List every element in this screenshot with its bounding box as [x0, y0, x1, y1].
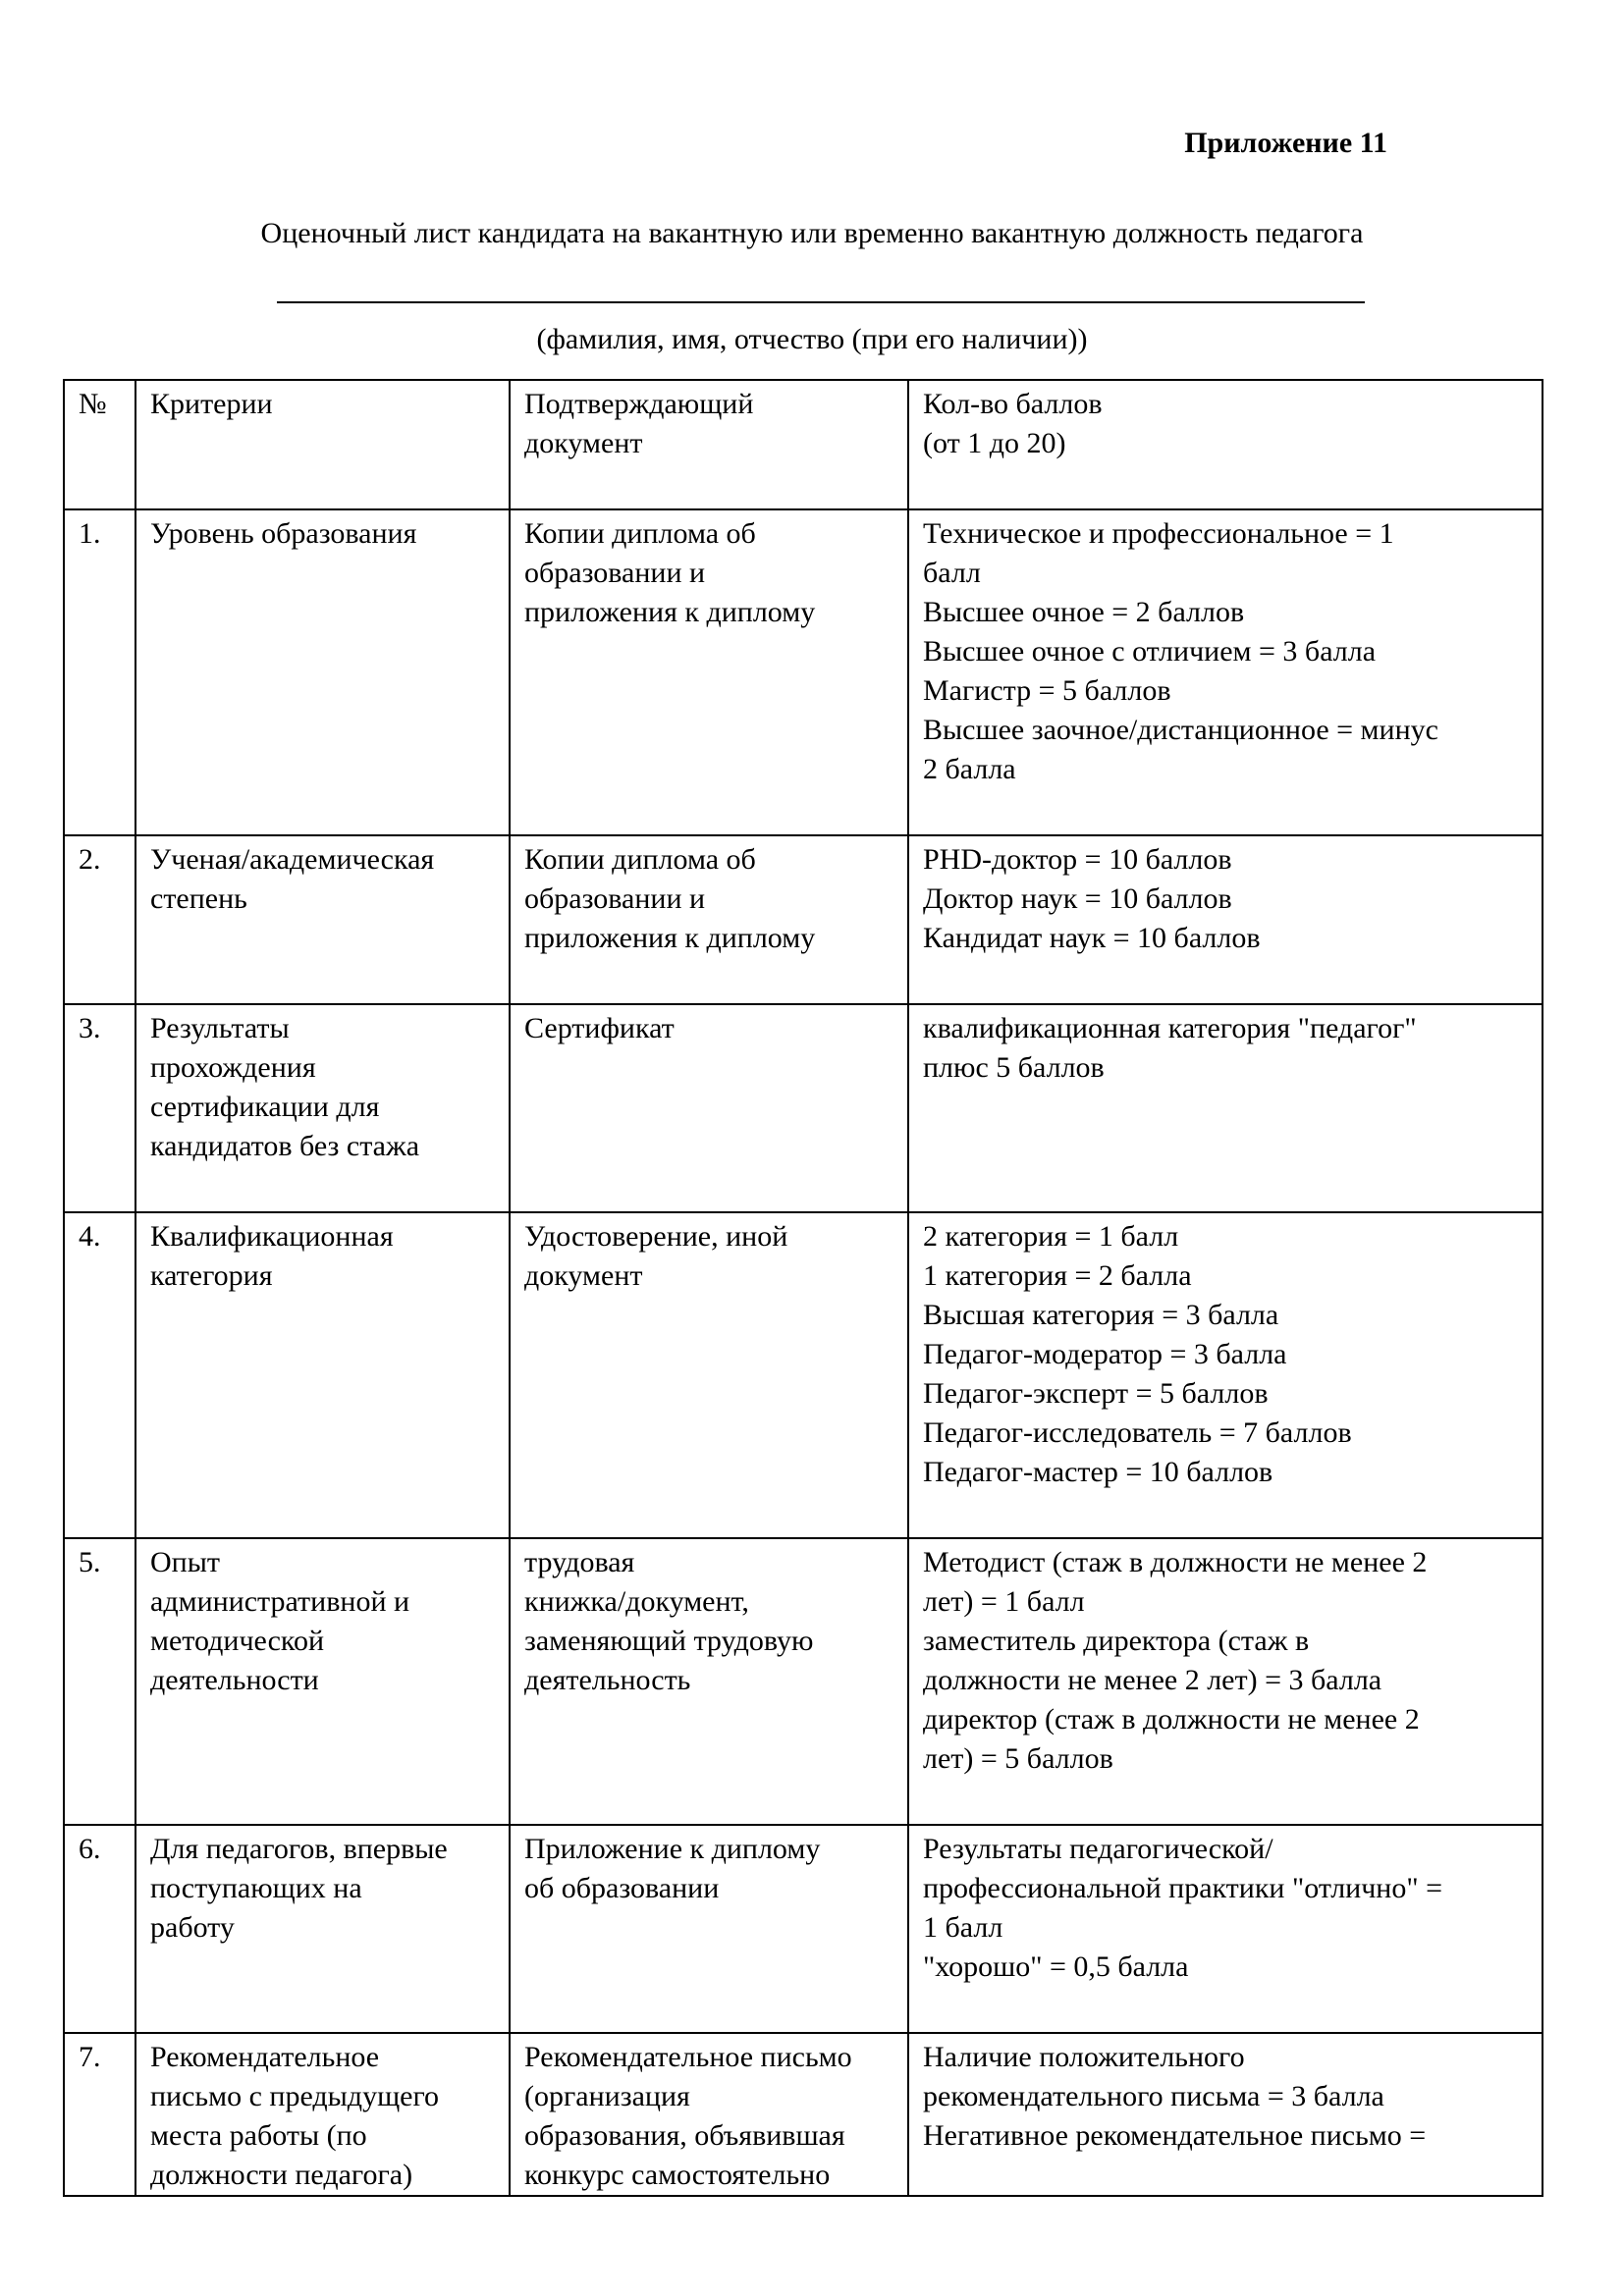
cell-line: документ: [524, 1259, 643, 1292]
table-header-row: [64, 380, 1543, 509]
cell-line: Сертификат: [524, 1012, 675, 1044]
cell-line: административной и: [150, 1585, 410, 1618]
cell-line: 2 категория = 1 балл: [923, 1220, 1179, 1253]
cell-line: образовании и: [524, 557, 706, 589]
document-cell: [510, 1825, 908, 2033]
cell-line: 2.: [79, 843, 101, 876]
cell-line: Педагог-мастер = 10 баллов: [923, 1456, 1273, 1488]
evaluation-table: [63, 379, 1543, 2197]
header-document: [510, 380, 908, 509]
criteria-cell: [135, 835, 510, 1004]
points-cell: [908, 835, 1543, 1004]
cell-line: приложения к диплому: [524, 922, 816, 954]
cell-line: Удостоверение, иной: [524, 1220, 788, 1253]
criteria-cell: [135, 2033, 510, 2196]
row-number: [64, 2033, 135, 2196]
cell-line: Квалификационная: [150, 1220, 394, 1253]
table-row: [64, 509, 1543, 835]
criteria-cell: [135, 1004, 510, 1212]
cell-line: Высшее заочное/дистанционное = минус: [923, 714, 1438, 746]
document-title: Оценочный лист кандидата на вакантную или временно вакантную должность педагога: [260, 217, 1364, 249]
points-cell: [908, 509, 1543, 835]
cell-line: Педагог-исследователь = 7 баллов: [923, 1416, 1352, 1449]
cell-line: Кандидат наук = 10 баллов: [923, 922, 1261, 954]
row-number: [64, 1004, 135, 1212]
cell-line: Приложение к диплому: [524, 1833, 821, 1865]
cell-line: лет) = 1 балл: [923, 1585, 1085, 1618]
cell-line: Рекомендательное письмо: [524, 2041, 852, 2073]
cell-line: квалификационная категория "педагог": [923, 1012, 1417, 1044]
header-criteria: [135, 380, 510, 509]
points-cell: [908, 1212, 1543, 1538]
row-number: [64, 1538, 135, 1825]
cell-line: Ученая/академическая: [150, 843, 435, 876]
cell-line: Уровень образования: [150, 517, 417, 550]
document-cell: [510, 509, 908, 835]
points-cell: [908, 2033, 1543, 2196]
cell-line: 2 балла: [923, 753, 1016, 785]
cell-line: лет) = 5 баллов: [923, 1742, 1113, 1775]
row-number: [64, 1825, 135, 2033]
table-row: [64, 1004, 1543, 1212]
cell-line: письмо с предыдущего: [150, 2080, 440, 2112]
table-row: [64, 1538, 1543, 1825]
criteria-cell: [135, 1825, 510, 2033]
cell-line: PHD-доктор = 10 баллов: [923, 843, 1232, 876]
cell-line: Техническое и профессиональное = 1: [923, 517, 1394, 550]
header-points: [908, 380, 1543, 509]
cell-line: 7.: [79, 2041, 101, 2073]
points-cell: [908, 1538, 1543, 1825]
points-cell: [908, 1825, 1543, 2033]
cell-line: заместитель директора (стаж в: [923, 1625, 1310, 1657]
cell-line: 1.: [79, 517, 101, 550]
points-cell: [908, 1004, 1543, 1212]
cell-line: профессиональной практики "отлично" =: [923, 1872, 1443, 1904]
cell-line: Для педагогов, впервые: [150, 1833, 448, 1865]
cell-line: сертификации для: [150, 1091, 380, 1123]
document-cell: [510, 1004, 908, 1212]
cell-line: Доктор наук = 10 баллов: [923, 882, 1232, 915]
cell-line: работу: [150, 1911, 235, 1944]
cell-line: кандидатов без стажа: [150, 1130, 420, 1162]
cell-line: Копии диплома об: [524, 843, 756, 876]
cell-line: Высшее очное = 2 баллов: [923, 596, 1245, 628]
criteria-cell: [135, 1212, 510, 1538]
document-cell: [510, 835, 908, 1004]
cell-line: "хорошо" = 0,5 балла: [923, 1950, 1189, 1983]
cell-line: Результаты педагогической/: [923, 1833, 1273, 1865]
cell-line: методической: [150, 1625, 325, 1657]
cell-line: (организация: [524, 2080, 690, 2112]
document-cell: [510, 2033, 908, 2196]
cell-line: об образовании: [524, 1872, 720, 1904]
cell-line: Педагог-модератор = 3 балла: [923, 1338, 1287, 1370]
cell-line: должности не менее 2 лет) = 3 балла: [923, 1664, 1382, 1696]
name-caption: (фамилия, имя, отчество (при его наличии)): [536, 323, 1088, 355]
cell-line: Методист (стаж в должности не менее 2: [923, 1546, 1428, 1578]
cell-line: трудовая: [524, 1546, 635, 1578]
row-number: [64, 509, 135, 835]
cell-line: книжка/документ,: [524, 1585, 749, 1618]
header-line: Кол-во баллов: [923, 388, 1103, 420]
cell-line: Наличие положительного: [923, 2041, 1245, 2073]
criteria-cell: [135, 1538, 510, 1825]
cell-line: места работы (по: [150, 2119, 367, 2152]
table-row: [64, 835, 1543, 1004]
header-number: [64, 380, 135, 509]
document-cell: [510, 1538, 908, 1825]
cell-line: Копии диплома об: [524, 517, 756, 550]
cell-line: 3.: [79, 1012, 101, 1044]
cell-line: конкурс самостоятельно: [524, 2159, 831, 2191]
cell-line: приложения к диплому: [524, 596, 816, 628]
cell-line: деятельность: [524, 1664, 691, 1696]
cell-line: 1 балл: [923, 1911, 1003, 1944]
header-line: документ: [524, 427, 643, 459]
cell-line: Негативное рекомендательное письмо =: [923, 2119, 1427, 2152]
cell-line: 4.: [79, 1220, 101, 1253]
cell-line: Магистр = 5 баллов: [923, 674, 1171, 707]
cell-line: 1 категория = 2 балла: [923, 1259, 1192, 1292]
cell-line: балл: [923, 557, 981, 589]
cell-line: прохождения: [150, 1051, 316, 1084]
cell-line: заменяющий трудовую: [524, 1625, 814, 1657]
appendix-label: Приложение 11: [1184, 127, 1387, 159]
row-number: [64, 1212, 135, 1538]
header-line: (от 1 до 20): [923, 427, 1066, 459]
cell-line: должности педагога): [150, 2159, 413, 2191]
cell-line: образовании и: [524, 882, 706, 915]
cell-line: Высшая категория = 3 балла: [923, 1299, 1279, 1331]
cell-line: Высшее очное с отличием = 3 балла: [923, 635, 1377, 667]
table-row: [64, 2033, 1543, 2196]
cell-line: Рекомендательное: [150, 2041, 380, 2073]
cell-line: Результаты: [150, 1012, 290, 1044]
cell-line: категория: [150, 1259, 273, 1292]
cell-line: директор (стаж в должности не менее 2: [923, 1703, 1420, 1735]
criteria-cell: [135, 509, 510, 835]
header-line: Критерии: [150, 388, 273, 420]
cell-line: степень: [150, 882, 247, 915]
header-line: Подтверждающий: [524, 388, 754, 420]
header-line: №: [79, 388, 107, 420]
cell-line: деятельности: [150, 1664, 319, 1696]
cell-line: Опыт: [150, 1546, 220, 1578]
table-row: [64, 1212, 1543, 1538]
row-number: [64, 835, 135, 1004]
document-cell: [510, 1212, 908, 1538]
cell-line: Педагог-эксперт = 5 баллов: [923, 1377, 1269, 1410]
cell-line: поступающих на: [150, 1872, 362, 1904]
table-row: [64, 1825, 1543, 2033]
name-fill-line: [277, 301, 1365, 303]
cell-line: плюс 5 баллов: [923, 1051, 1105, 1084]
cell-line: 6.: [79, 1833, 101, 1865]
cell-line: образования, объявившая: [524, 2119, 845, 2152]
cell-line: 5.: [79, 1546, 101, 1578]
cell-line: рекомендательного письма = 3 балла: [923, 2080, 1384, 2112]
